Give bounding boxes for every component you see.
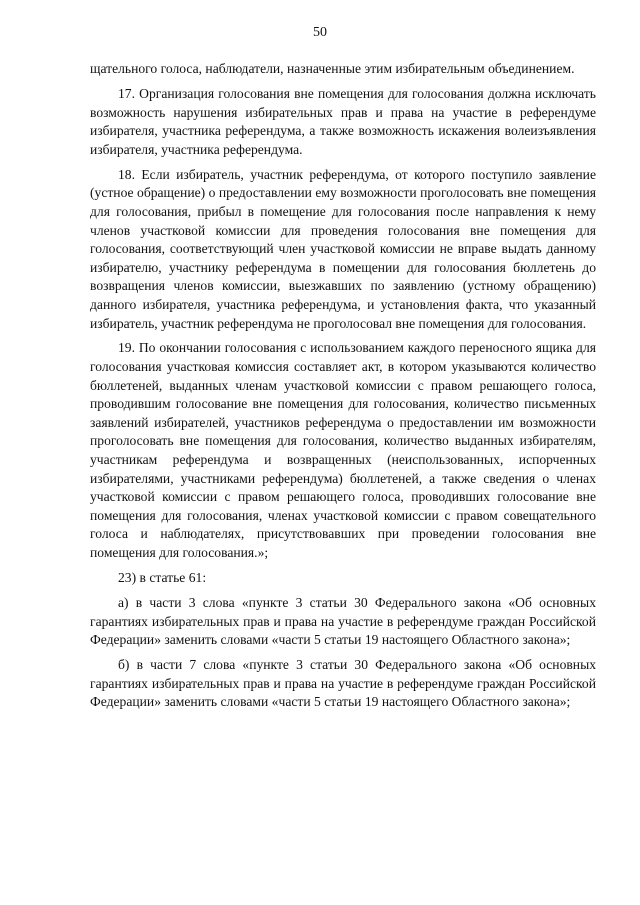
paragraph-18: 18. Если избиратель, участник референдума, от которого поступило заявление (устное обращение) о предоставлении ему возможности проголосовать вне помещения для голосования, прибыл в помещение для голосования после направления к нему членов участковой комиссии для проведения голосования вне помещения для голосования, соответствующий член участковой комиссии не вправе выдать данному избирателю, участнику референдума в помещении для голосования бюллетень до возвращения членов комиссии, выезжавших по заявлению (устному обращению) данного избирателя, участника референдума, и установления факта, что указанный избиратель, участник референдума не проголосовал вне помещения для голосования. [90,166,596,331]
paragraph-item-b: б) в части 7 слова «пункте 3 статьи 30 Федерального закона «Об основных гарантиях избирательных прав и права на участие в референдуме граждан Российской Федерации» заменить словами «части 5 статьи 19 настоящего Областного закона»; [90,657,596,710]
paragraph-article-61: 23) в статье 61: [118,570,207,585]
paragraph-19: 19. По окончании голосования с использованием каждого переносного ящика для голосования участковая комиссия составляет акт, в котором указываются количество бюллетеней, выданных членам участковой комиссии с правом решающего голоса, проводившим голосование вне помещения для голосования, количество письменных заявлений избирателей, участников референдума о предоставлении им возможности проголосовать вне помещения для голосования, количество выданных избирателям, участникам референдума и возвращенных (неиспользованных, испорченных избирателями, участниками референдума) бюллетеней, а также сведения о членах участковой комиссии с правом решающего голоса, проводивших голосование вне помещения для голосования, членах участковой комиссии с правом совещательного голоса и наблюдателях, присутствовавших при проведении голосования вне помещения для голосования.»; [90,340,596,561]
page-number: 50 [313,25,327,40]
paragraph-17: 17. Организация голосования вне помещения для голосования должна исключать возможность нарушения избирательных прав и права на участие в референдуме избирателя, участника референдума, а также возможность искажения волеизъявления избирателя, участника референдума. [90,85,596,157]
paragraph-continuation: щательного голоса, наблюдатели, назначенные этим избирательным объединением. [90,61,575,76]
paragraph-item-a: а) в части 3 слова «пункте 3 статьи 30 Федерального закона «Об основных гарантиях избирательных прав и права на участие в референдуме граждан Российской Федерации» заменить словами «части 5 статьи 19 настоящего Областного закона»; [90,594,596,648]
document-body [90,60,596,718]
